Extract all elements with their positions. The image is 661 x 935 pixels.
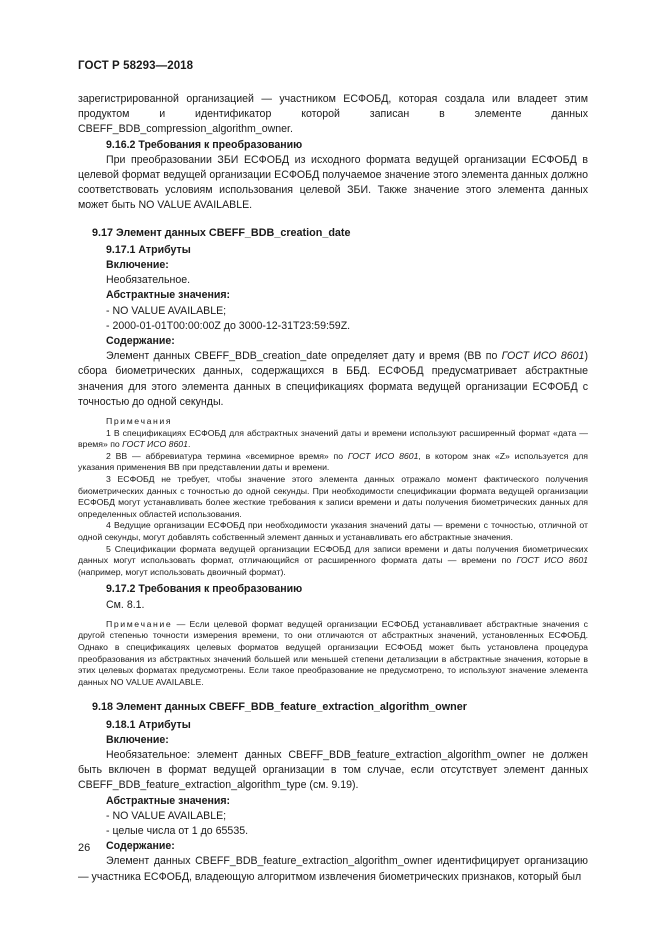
- content-label: Содержание:: [106, 335, 175, 348]
- paragraph-9-16-2: При преобразовании ЗБИ ЕСФОБД из исходного формата ведущей организации ЕСФОБД в целевой формат ведущей организации ЕСФОБД получаемое значение этого элемента данных должно соответствовать условиям использования целевой ЗБИ. Также значение этого элемента данных может быть NO VALUE AVAILABLE.: [78, 153, 588, 212]
- abstract-value-item: - 2000-01-01T00:00:00Z до 3000-12-31T23:59:59Z.: [106, 319, 351, 332]
- inclusion-label: Включение:: [106, 259, 169, 272]
- heading-9-18-1: 9.18.1 Атрибуты: [106, 718, 191, 731]
- heading-9-17: 9.17 Элемент данных CBEFF_BDB_creation_date: [92, 226, 351, 239]
- notes-title: Примечания: [106, 416, 173, 427]
- note-4: 4 Ведущие организации ЕСФОБД при необходимости указания значений даты — времени с точностью, отличной от одной секунды, могут добавлять собственный элемент данных и устанавливать его абстрактные значения.: [78, 520, 588, 542]
- inclusion-value: Необязательное: элемент данных CBEFF_BDB_feature_extraction_algorithm_owner не должен быть включен в формат ведущей организации в том случае, если отсутствует элемент данных CBEFF_BDB_feature_extraction_algorithm_type (см. 9.19).: [78, 748, 588, 792]
- content-label: Содержание:: [106, 840, 175, 853]
- heading-9-18: 9.18 Элемент данных CBEFF_BDB_feature_extraction_algorithm_owner: [92, 701, 467, 714]
- paragraph-feature-extraction: Элемент данных CBEFF_BDB_feature_extraction_algorithm_owner идентифицирует организацию — участника ЕСФОБД, владеющую алгоритмом извлечения биометрических признаков, который был: [78, 855, 588, 883]
- text-run: , в котором знак «Z» используется для указания применения ВВ при представлении даты и времени.: [78, 450, 588, 473]
- heading-9-17-1: 9.17.1 Атрибуты: [106, 243, 191, 256]
- standard-reference: ГОСТ ИСО 8601: [347, 450, 419, 461]
- standard-reference: ГОСТ ИСО 8601: [501, 350, 585, 363]
- notes-block: [78, 416, 588, 578]
- note-single-text: [78, 619, 588, 689]
- abstract-values-label: Абстрактные значения:: [106, 794, 231, 807]
- page-content: [78, 92, 588, 885]
- abstract-value-item: - NO VALUE AVAILABLE;: [106, 304, 227, 317]
- heading-9-17-2: 9.17.2 Требования к преобразованию: [106, 583, 303, 596]
- note-single-title: Примечание: [106, 618, 173, 629]
- note-1: [78, 428, 588, 451]
- standard-reference: ГОСТ ИСО 8601: [516, 555, 588, 566]
- paragraph-intro: зарегистрированной организацией — участником ЕСФОБД, которая создала или владеет этим продуктом и идентификатор которой записан в элементе данных CBEFF_BDB_compression_algorithm_owner.: [78, 93, 588, 136]
- text-run: 1 В спецификациях ЕСФОБД для абстрактных значений даты и времени используют расширенный формат «дата — время» по: [78, 427, 588, 450]
- standard-reference: ГОСТ ИСО 8601: [122, 439, 188, 450]
- abstract-value-item: - целые числа от 1 до 65535.: [106, 824, 249, 837]
- text-run: .: [187, 439, 191, 450]
- note-3: 3 ЕСФОБД не требует, чтобы значение этого элемента данных отражало момент фактического получения биометрических данных с точностью до одной секунды. При необходимости спецификации формата ведущей организации ЕСФОБД могут устанавливать более жесткие требования к записи времени и даты получения биометрических данных для определенных областей использования.: [78, 474, 588, 519]
- text-run: 2 ВВ — аббревиатура термина «всемирное время» по: [106, 450, 348, 461]
- paragraph-creation-date: [78, 349, 588, 410]
- note-5: [78, 544, 588, 579]
- inclusion-value: Необязательное.: [106, 274, 191, 287]
- standard-header: ГОСТ Р 58293—2018: [78, 60, 194, 72]
- paragraph-9-17-2: См. 8.1.: [106, 598, 145, 611]
- inclusion-label: Включение:: [106, 733, 169, 746]
- text-run: — Если целевой формат ведущей организации ЕСФОБД устанавливает абстрактные значения с другой степенью точности измерения времени, то они отличаются от абстрактных значений, установленных ЕСФОБД. Однако в спецификациях целевых форматов ведущей организации ЕСФОБД может быть установлена процедура преобразования из абстрактных значений большей или меньшей степени детализации в абстрактные значения, которые в этих целевых форматах предусмотрены. Если такое преобразование не предусмотрено, то используют значение элемента данных NO VALUE AVAILABLE.: [78, 618, 588, 687]
- heading-9-16-2: 9.16.2 Требования к преобразованию: [106, 138, 303, 151]
- page-number: 26: [78, 842, 91, 854]
- text-run: (например, могут использовать двоичный формат).: [78, 566, 286, 577]
- abstract-values-label: Абстрактные значения:: [106, 289, 231, 302]
- note-2: [78, 451, 588, 474]
- text-run: Элемент данных CBEFF_BDB_creation_date определяет дату и время (ВВ по: [106, 350, 502, 363]
- abstract-value-item: - NO VALUE AVAILABLE;: [106, 809, 227, 822]
- text-run: 5 Спецификации формата ведущей организации ЕСФОБД для записи времени и даты получения биометрических данных могут использовать формат, отличающийся от расширенного формата даты — времени по: [78, 543, 588, 566]
- note-single: [78, 619, 588, 689]
- text-run: ) сбора биометрических данных, содержащихся в ББД. ЕСФОБД предусматривает абстрактные значения для этого элемента данных в спецификациях формата ведущей организации ЕСФОБД с точностью до одной секунды.: [78, 350, 588, 408]
